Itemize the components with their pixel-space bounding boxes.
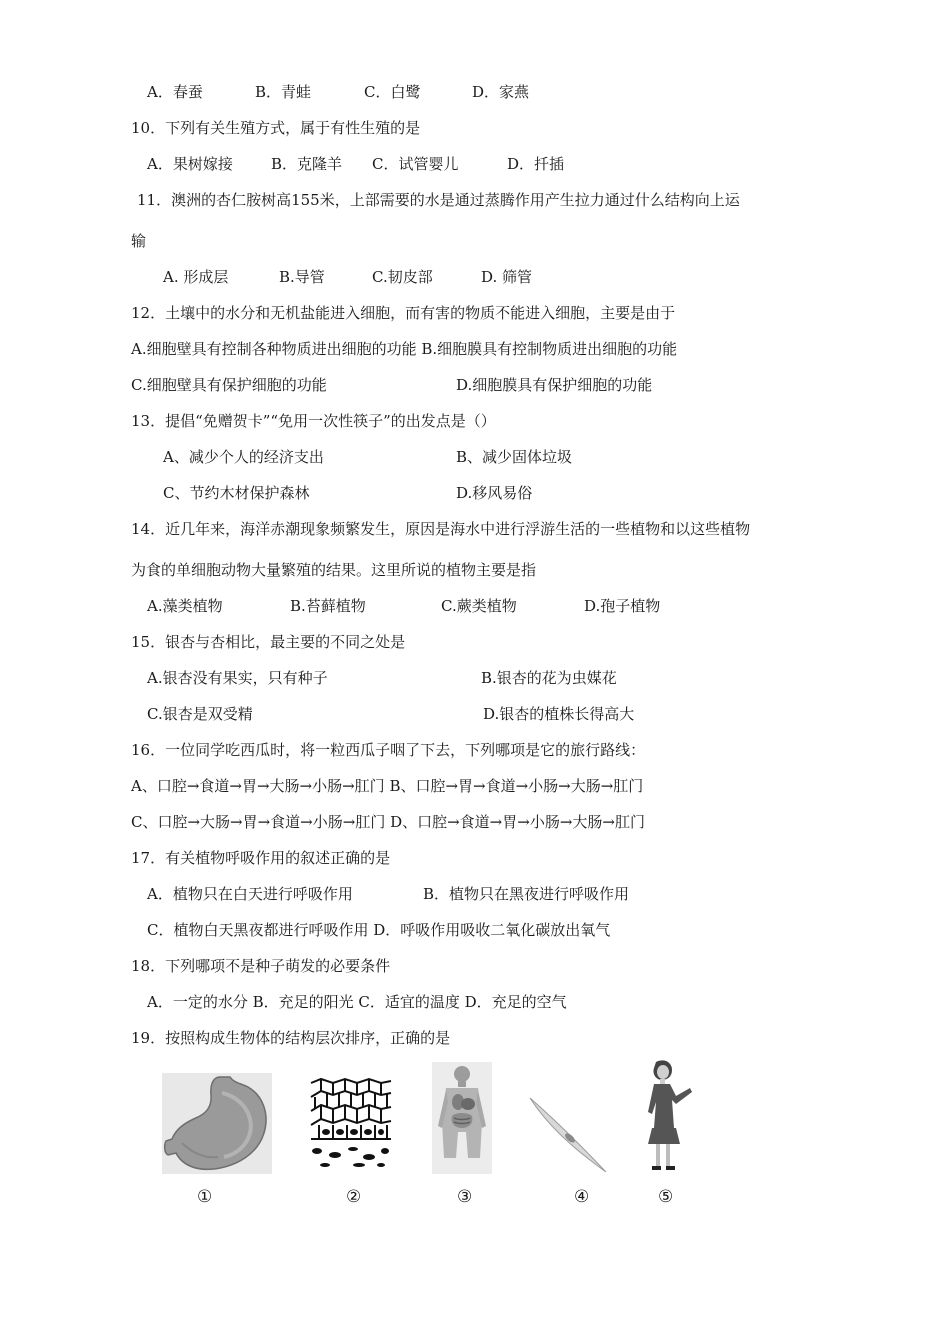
human-body-system-image — [432, 1062, 492, 1174]
q15-option-c: C.银杏是双受精 — [147, 705, 253, 723]
q12-option-d: D.细胞膜具有保护细胞的功能 — [456, 376, 653, 394]
q14-stem-line2: 为食的单细胞动物大量繁殖的结果。这里所说的植物主要是指 — [131, 561, 537, 579]
q13-option-d: D.移风易俗 — [456, 484, 533, 502]
q13-stem: 13．提倡“免赠贺卡”“免用一次性筷子”的出发点是（） — [131, 412, 496, 430]
q9-option-a: A．春蚕 — [147, 83, 203, 101]
person-image — [642, 1058, 692, 1174]
q17-options-cd: C．植物白天黑夜都进行呼吸作用 D．呼吸作用吸收二氧化碳放出氧气 — [147, 921, 611, 939]
q14-option-c: C.蕨类植物 — [441, 597, 517, 615]
q12-option-c: C.细胞壁具有保护细胞的功能 — [131, 376, 327, 394]
q12-options-ab: A.细胞壁具有控制各种物质进出细胞的功能 B.细胞膜具有控制物质进出细胞的功能 — [131, 340, 678, 358]
q15-stem: 15．银杏与杏相比，最主要的不同之处是 — [131, 633, 406, 651]
figure-caption-1: ① — [197, 1187, 213, 1207]
q11-stem-line1: 11．澳洲的杏仁胺树高155米，上部需要的水是通过蒸腾作用产生拉力通过什么结构向上运 — [137, 191, 740, 209]
q18-stem: 18．下列哪项不是种子萌发的必要条件 — [131, 957, 391, 975]
q14-option-a: A.藻类植物 — [147, 597, 223, 615]
q10-stem: 10．下列有关生殖方式，属于有性生殖的是 — [131, 119, 421, 137]
figure-caption-4: ④ — [574, 1187, 590, 1207]
stomach-image — [162, 1073, 272, 1174]
q10-option-a: A．果树嫁接 — [147, 155, 233, 173]
q14-option-b: B.苔藓植物 — [290, 597, 366, 615]
q14-option-d: D.孢子植物 — [584, 597, 661, 615]
q9-option-c: C．白鹭 — [364, 83, 421, 101]
q19-stem: 19．按照构成生物体的结构层次排序，正确的是 — [131, 1029, 451, 1047]
q12-stem: 12．土壤中的水分和无机盐能进入细胞，而有害的物质不能进入细胞，主要是由于 — [131, 304, 676, 322]
tissue-image — [307, 1077, 393, 1170]
q9-option-d: D．家燕 — [472, 83, 530, 101]
q17-option-a: A．植物只在白天进行呼吸作用 — [147, 885, 353, 903]
q16-options-ab: A、口腔→食道→胃→大肠→小肠→肛门 B、口腔→胃→食道→小肠→大肠→肛门 — [131, 777, 644, 795]
q10-option-c: C．试管婴儿 — [372, 155, 459, 173]
q11-option-a: A. 形成层 — [163, 268, 229, 286]
muscle-cell-image — [526, 1094, 610, 1176]
q11-option-b: B.导管 — [279, 268, 325, 286]
q9-option-b: B．青蛙 — [255, 83, 312, 101]
q11-option-d: D. 筛管 — [481, 268, 533, 286]
figure-caption-2: ② — [346, 1187, 362, 1207]
q10-option-b: B．克隆羊 — [271, 155, 343, 173]
q16-stem: 16．一位同学吃西瓜时，将一粒西瓜子咽了下去，下列哪项是它的旅行路线： — [131, 741, 646, 759]
q11-stem-line2: 输 — [131, 232, 147, 250]
figure-caption-3: ③ — [457, 1187, 473, 1207]
q13-option-c: C、节约木材保护森林 — [163, 484, 310, 502]
figure-caption-5: ⑤ — [658, 1187, 674, 1207]
q14-stem-line1: 14．近几年来，海洋赤潮现象频繁发生，原因是海水中进行浮游生活的一些植物和以这些植物 — [131, 520, 751, 538]
q10-option-d: D．扦插 — [507, 155, 565, 173]
q11-option-c: C.韧皮部 — [372, 268, 433, 286]
q17-stem: 17．有关植物呼吸作用的叙述正确的是 — [131, 849, 391, 867]
q13-option-a: A、减少个人的经济支出 — [163, 448, 324, 466]
q15-option-b: B.银杏的花为虫媒花 — [481, 669, 617, 687]
q13-option-b: B、减少固体垃圾 — [456, 448, 573, 466]
q18-options: A．一定的水分 B．充足的阳光 C．适宜的温度 D．充足的空气 — [147, 993, 567, 1011]
q15-option-d: D.银杏的植株长得高大 — [483, 705, 635, 723]
q15-option-a: A.银杏没有果实，只有种子 — [147, 669, 328, 687]
q16-options-cd: C、口腔→大肠→胃→食道→小肠→肛门 D、口腔→食道→胃→小肠→大肠→肛门 — [131, 813, 645, 831]
q17-option-b: B．植物只在黑夜进行呼吸作用 — [423, 885, 630, 903]
